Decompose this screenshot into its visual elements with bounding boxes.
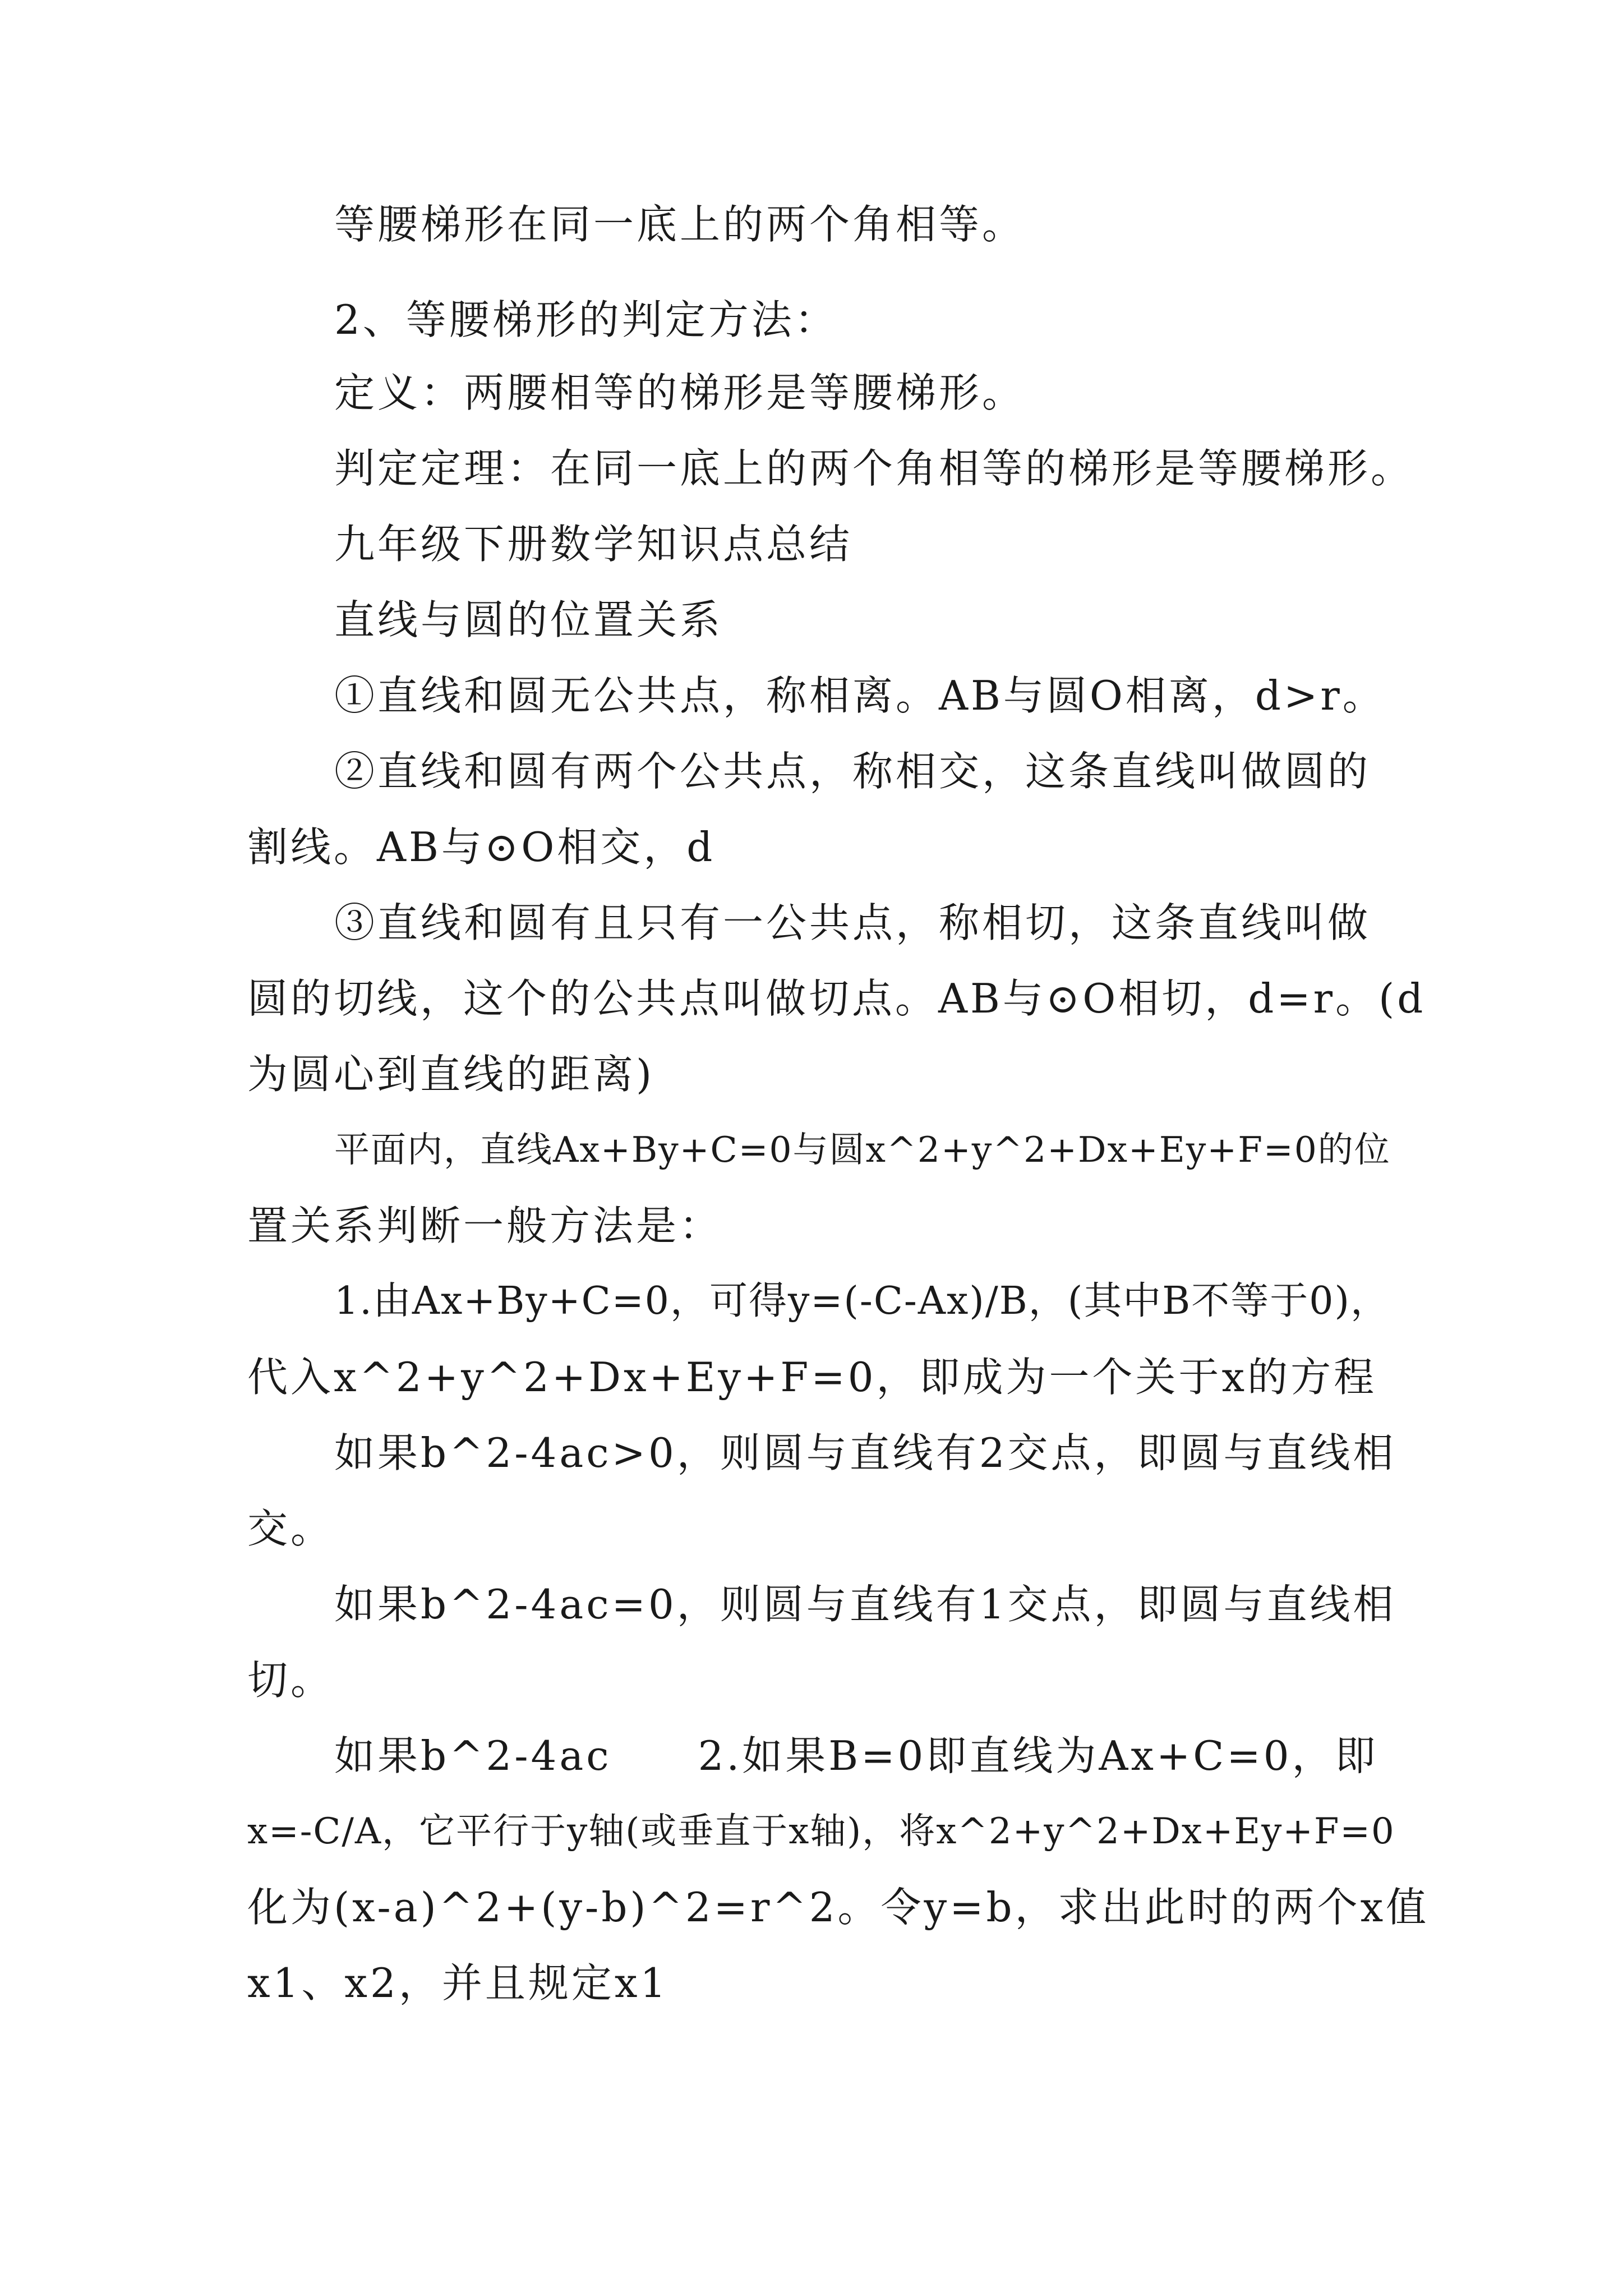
text-line-8: ②直线和圆有两个公共点，称相交，这条直线叫做圆的 (334, 748, 1371, 795)
text-line-21: 如果b^2-4ac 2.如果B=0即直线为Ax+C=0，即 (334, 1732, 1378, 1779)
text-line-1: 等腰梯形在同一底上的两个角相等。 (334, 201, 1026, 248)
text-line-10: ③直线和圆有且只有一公共点，称相切，这条直线叫做 (334, 899, 1371, 946)
text-line-16: 代入x^2+y^2+Dx+Ey+F=0，即成为一个关于x的方程 (247, 1354, 1377, 1401)
text-line-9: 割线。AB与⊙O相交，d (247, 823, 716, 871)
text-line-11: 圆的切线，这个的公共点叫做切点。AB与⊙O相切，d=r。(d (247, 975, 1426, 1022)
text-line-24: x1、x2，并且规定x1 (247, 1959, 669, 2007)
text-line-15: 1.由Ax+By+C=0，可得y=(-C-Ax)/B，(其中B不等于0)， (334, 1279, 1390, 1323)
text-line-13: 平面内，直线Ax+By+C=0与圆x^2+y^2+Dx+Ey+F=0的位 (334, 1129, 1391, 1170)
text-line-19: 如果b^2-4ac=0，则圆与直线有1交点，即圆与直线相 (334, 1581, 1396, 1628)
text-line-7: ①直线和圆无公共点，称相离。AB与圆O相离，d>r。 (334, 672, 1386, 719)
text-line-22: x=-C/A，它平行于y轴(或垂直于x轴)，将x^2+y^2+Dx+Ey+F=0 (247, 1811, 1395, 1852)
text-line-23: 化为(x-a)^2+(y-b)^2=r^2。令y=b，求出此时的两个x值 (247, 1884, 1430, 1931)
text-line-4: 判定定理：在同一底上的两个角相等的梯形是等腰梯形。 (334, 445, 1414, 492)
text-line-5: 九年级下册数学知识点总结 (334, 521, 853, 568)
text-line-17: 如果b^2-4ac>0，则圆与直线有2交点，即圆与直线相 (334, 1429, 1396, 1476)
text-line-12: 为圆心到直线的距离) (247, 1051, 655, 1098)
text-line-18: 交。 (247, 1505, 334, 1552)
text-line-14: 置关系判断一般方法是： (247, 1202, 723, 1249)
text-line-2: 2、等腰梯形的判定方法： (334, 296, 838, 343)
text-line-6: 直线与圆的位置关系 (334, 596, 723, 643)
text-line-20: 切。 (247, 1657, 334, 1704)
text-line-3: 定义：两腰相等的梯形是等腰梯形。 (334, 369, 1026, 416)
